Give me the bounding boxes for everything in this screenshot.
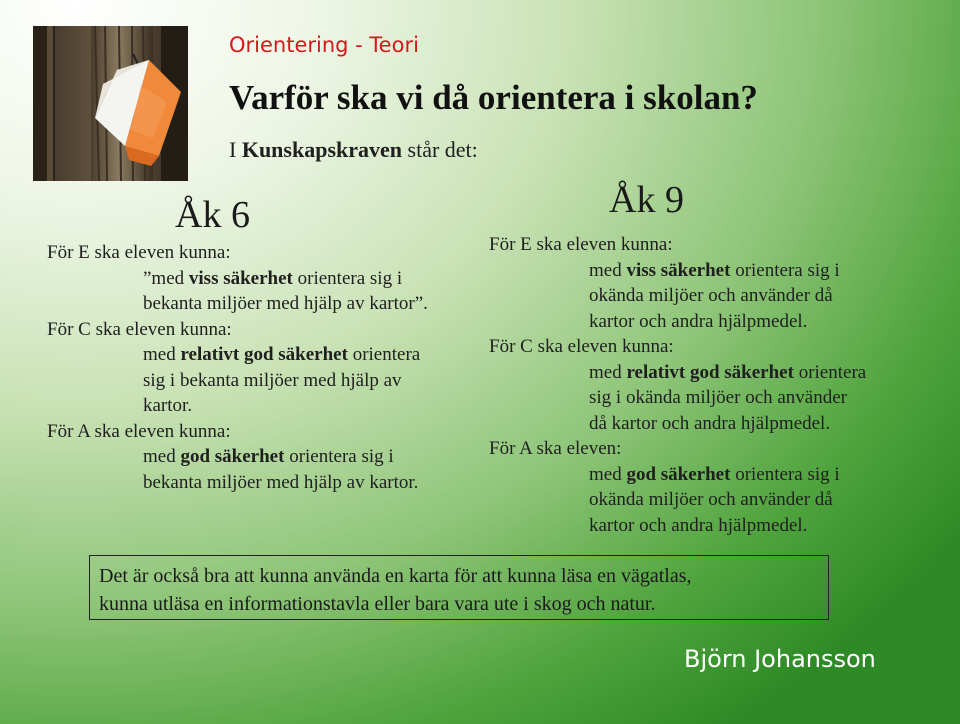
ak9-c-line1	[489, 360, 929, 386]
ak9-e-line1	[489, 258, 929, 284]
ak9-a-line3: kartor och andra hjälpmedel.	[589, 514, 808, 536]
note-box	[89, 555, 829, 620]
bold-span: viss säkerhet	[188, 267, 293, 289]
intro-suffix: står det:	[402, 137, 478, 162]
ak6-a-line2: bekanta miljöer med hjälp av kartor.	[143, 471, 419, 493]
text-span: med	[589, 361, 627, 383]
ak9-e-label: För E ska eleven kunna:	[489, 234, 673, 255]
slide-title: Varför ska vi då orientera i skolan?	[229, 78, 758, 117]
text-span: orientera sig i	[284, 446, 394, 467]
orienteering-control-flag-icon	[33, 26, 188, 181]
text-span: med	[143, 446, 181, 467]
ak6-c-line3: kartor.	[143, 395, 193, 416]
ak6-a-label: För A ska eleven kunna:	[47, 420, 231, 442]
author-name: Björn Johansson	[684, 645, 876, 673]
ak6-e-label: För E ska eleven kunna:	[47, 242, 231, 263]
ak9-column	[489, 232, 929, 538]
text-span: med	[589, 259, 627, 281]
text-span: orientera sig i	[730, 463, 840, 485]
ak6-e-line1	[47, 266, 477, 292]
bold-span: viss säkerhet	[626, 259, 731, 281]
ak9-c-line2: sig i okända miljöer och använder	[589, 387, 848, 408]
intro-text	[229, 137, 478, 163]
intro-prefix: I	[229, 137, 242, 162]
ak6-c-line1	[47, 342, 477, 368]
text-span: orientera	[793, 361, 867, 383]
ak9-e-line2: okända miljöer och använder då	[589, 285, 833, 306]
ak6-column	[47, 240, 477, 495]
text-span: orientera	[347, 344, 421, 365]
bold-span: relativt god säkerhet	[626, 361, 794, 383]
text-span: ”med	[143, 267, 189, 289]
ak6-e-line2: bekanta miljöer med hjälp av kartor”.	[143, 293, 428, 314]
ak9-a-label: För A ska eleven:	[489, 438, 622, 459]
bold-span: relativt god säkerhet	[180, 344, 348, 365]
ak9-a-line2: okända miljöer och använder då	[589, 489, 833, 510]
ak6-a-line1	[47, 444, 477, 470]
ak9-c-label: För C ska eleven kunna:	[489, 336, 674, 357]
note-line1: Det är också bra att kunna använda en karta för att kunna läsa en vägatlas,	[99, 565, 692, 587]
bold-span: god säkerhet	[180, 446, 285, 467]
slide-subtitle: Orientering - Teori	[229, 33, 419, 57]
ak9-e-line3: kartor och andra hjälpmedel.	[589, 310, 808, 332]
text-span: orientera sig i	[292, 267, 403, 289]
ak6-c-line2: sig i bekanta miljöer med hjälp av	[143, 369, 402, 391]
text-span: orientera sig i	[730, 259, 840, 281]
intro-bold: Kunskapskraven	[241, 137, 403, 162]
orienteering-flag-photo	[33, 26, 188, 181]
ak6-c-label: För C ska eleven kunna:	[47, 318, 232, 340]
ak9-c-line3: då kartor och andra hjälpmedel.	[589, 412, 831, 434]
ak9-heading: Åk 9	[609, 179, 684, 221]
ak9-a-line1	[489, 462, 929, 488]
note-line2: kunna utläsa en informationstavla eller bara vara ute i skog och natur.	[99, 593, 656, 615]
text-span: med	[589, 463, 627, 485]
ak6-heading: Åk 6	[175, 194, 250, 236]
bold-span: god säkerhet	[626, 463, 731, 485]
text-span: med	[143, 344, 181, 365]
